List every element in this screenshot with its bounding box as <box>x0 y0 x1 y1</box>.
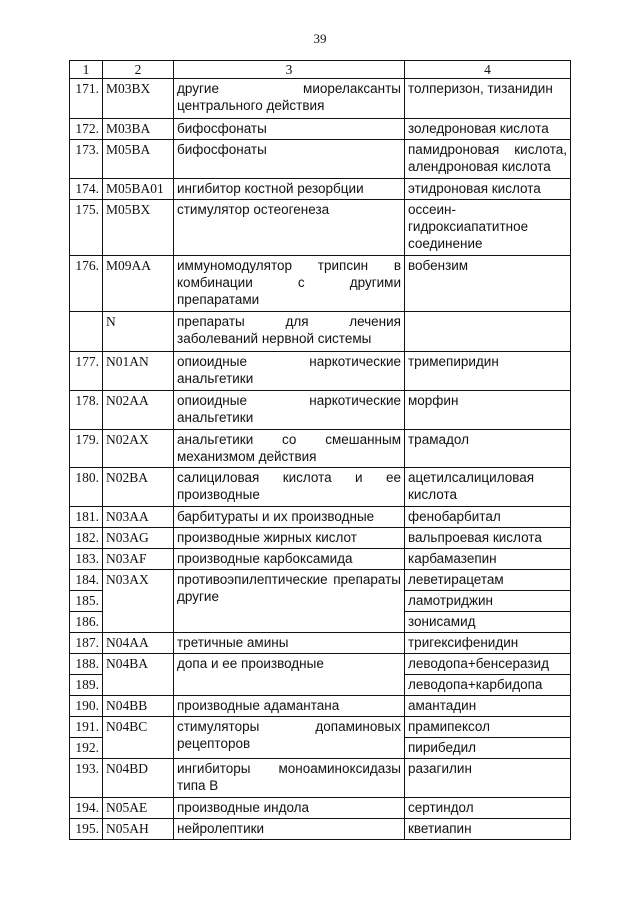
column-header-number: 1 <box>70 61 103 79</box>
table-row <box>70 352 571 391</box>
row-number: 192. <box>70 738 103 759</box>
row-number: 178. <box>70 391 103 430</box>
table-row <box>70 528 571 549</box>
drug-name: вальпроевая кислота <box>405 528 571 549</box>
table-row <box>70 119 571 140</box>
table-row <box>70 430 571 468</box>
row-number: 174. <box>70 179 103 200</box>
drug-table <box>69 60 571 840</box>
drug-name: памидроновая кислота, алендроновая кислота <box>405 140 571 179</box>
atc-code: M09AA <box>103 256 174 312</box>
atc-code: N03AF <box>103 549 174 570</box>
table-row <box>70 507 571 528</box>
row-number: 194. <box>70 798 103 819</box>
drug-name: леводопа+карбидопа <box>405 675 571 696</box>
table-row <box>70 79 571 119</box>
pharmacological-group: анальгетики со смешанным механизмом действия <box>174 430 405 468</box>
atc-code: M03BA <box>103 119 174 140</box>
table-row <box>70 179 571 200</box>
row-number: 191. <box>70 717 103 738</box>
row-number: 183. <box>70 549 103 570</box>
table-row <box>70 570 571 591</box>
atc-code: N04BC <box>103 717 174 759</box>
pharmacological-group: препараты для лечения заболеваний нервной системы <box>174 312 405 352</box>
drug-name: ацетилсалициловая кислота <box>405 468 571 507</box>
row-number: 177. <box>70 352 103 391</box>
pharmacological-group: третичные амины <box>174 633 405 654</box>
drug-name: пирибедил <box>405 738 571 759</box>
row-number: 180. <box>70 468 103 507</box>
atc-code: N <box>103 312 174 352</box>
row-number: 186. <box>70 612 103 633</box>
pharmacological-group: бифосфонаты <box>174 140 405 179</box>
atc-code: N04BB <box>103 696 174 717</box>
pharmacological-group: производные жирных кислот <box>174 528 405 549</box>
header-row <box>70 61 571 79</box>
pharmacological-group: опиоидные наркотические анальгетики <box>174 352 405 391</box>
table-row <box>70 140 571 179</box>
atc-code: N05AE <box>103 798 174 819</box>
pharmacological-group: бифосфонаты <box>174 119 405 140</box>
row-number <box>70 312 103 352</box>
drug-name: прамипексол <box>405 717 571 738</box>
pharmacological-group: иммуномодулятор трипсин в комбинации с другими препаратами <box>174 256 405 312</box>
atc-code: M05BX <box>103 200 174 256</box>
row-number: 176. <box>70 256 103 312</box>
pharmacological-group: другие миорелаксанты центрального действия <box>174 79 405 119</box>
atc-code: N01AN <box>103 352 174 391</box>
row-number: 189. <box>70 675 103 696</box>
pharmacological-group: производные адамантана <box>174 696 405 717</box>
pharmacological-group: опиоидные наркотические анальгетики <box>174 391 405 430</box>
atc-code: M05BA <box>103 140 174 179</box>
atc-code: N05AH <box>103 819 174 840</box>
drug-name: сертиндол <box>405 798 571 819</box>
atc-code: N04BA <box>103 654 174 696</box>
atc-code: N03AX <box>103 570 174 633</box>
row-number: 193. <box>70 759 103 798</box>
atc-code: N02AX <box>103 430 174 468</box>
atc-code: N02BA <box>103 468 174 507</box>
table-row <box>70 798 571 819</box>
pharmacological-group: салициловая кислота и ее производные <box>174 468 405 507</box>
drug-name: зонисамид <box>405 612 571 633</box>
pharmacological-group: стимуляторы допаминовых рецепторов <box>174 717 405 759</box>
drug-name: ламотриджин <box>405 591 571 612</box>
drug-name: этидроновая кислота <box>405 179 571 200</box>
pharmacological-group: ингибитор костной резорбции <box>174 179 405 200</box>
atc-code: M03BX <box>103 79 174 119</box>
drug-name: карбамазепин <box>405 549 571 570</box>
row-number: 190. <box>70 696 103 717</box>
column-header-drug: 4 <box>405 61 571 79</box>
atc-code: N03AA <box>103 507 174 528</box>
drug-name: трамадол <box>405 430 571 468</box>
table-row <box>70 549 571 570</box>
drug-name: леветирацетам <box>405 570 571 591</box>
table-row <box>70 819 571 840</box>
drug-name: морфин <box>405 391 571 430</box>
drug-name: вобензим <box>405 256 571 312</box>
row-number: 171. <box>70 79 103 119</box>
pharmacological-group: нейролептики <box>174 819 405 840</box>
pharmacological-group: производные индола <box>174 798 405 819</box>
drug-name: кветиапин <box>405 819 571 840</box>
row-number: 187. <box>70 633 103 654</box>
column-header-group: 3 <box>174 61 405 79</box>
table-row <box>70 391 571 430</box>
drug-name: оссеин-гидроксиапатитное соединение <box>405 200 571 256</box>
table-row <box>70 633 571 654</box>
row-number: 185. <box>70 591 103 612</box>
pharmacological-group: допа и ее производные <box>174 654 405 696</box>
row-number: 175. <box>70 200 103 256</box>
row-number: 173. <box>70 140 103 179</box>
column-header-code: 2 <box>103 61 174 79</box>
row-number: 181. <box>70 507 103 528</box>
drug-name: леводопа+бенсеразид <box>405 654 571 675</box>
row-number: 195. <box>70 819 103 840</box>
atc-code: N04AA <box>103 633 174 654</box>
table-row <box>70 312 571 352</box>
table-row <box>70 696 571 717</box>
atc-code: N03AG <box>103 528 174 549</box>
drug-name: толперизон, тизанидин <box>405 79 571 119</box>
drug-name: разагилин <box>405 759 571 798</box>
drug-name: фенобарбитал <box>405 507 571 528</box>
table-row <box>70 200 571 256</box>
drug-name: тригексифенидин <box>405 633 571 654</box>
pharmacological-group: ингибиторы моноаминоксидазы типа B <box>174 759 405 798</box>
table-row <box>70 468 571 507</box>
row-number: 179. <box>70 430 103 468</box>
table-row <box>70 717 571 738</box>
atc-code: M05BA01 <box>103 179 174 200</box>
pharmacological-group: барбитураты и их производные <box>174 507 405 528</box>
row-number: 172. <box>70 119 103 140</box>
table-row <box>70 759 571 798</box>
row-number: 188. <box>70 654 103 675</box>
pharmacological-group: противоэпилептические препараты другие <box>174 570 405 633</box>
table-row <box>70 256 571 312</box>
page-number: 39 <box>313 31 327 46</box>
table-row <box>70 654 571 675</box>
pharmacological-group: стимулятор остеогенеза <box>174 200 405 256</box>
atc-code: N02AA <box>103 391 174 430</box>
atc-code: N04BD <box>103 759 174 798</box>
row-number: 184. <box>70 570 103 591</box>
row-number: 182. <box>70 528 103 549</box>
drug-name: амантадин <box>405 696 571 717</box>
drug-name: тримепиридин <box>405 352 571 391</box>
pharmacological-group: производные карбоксамида <box>174 549 405 570</box>
drug-name <box>405 312 571 352</box>
drug-name: золедроновая кислота <box>405 119 571 140</box>
